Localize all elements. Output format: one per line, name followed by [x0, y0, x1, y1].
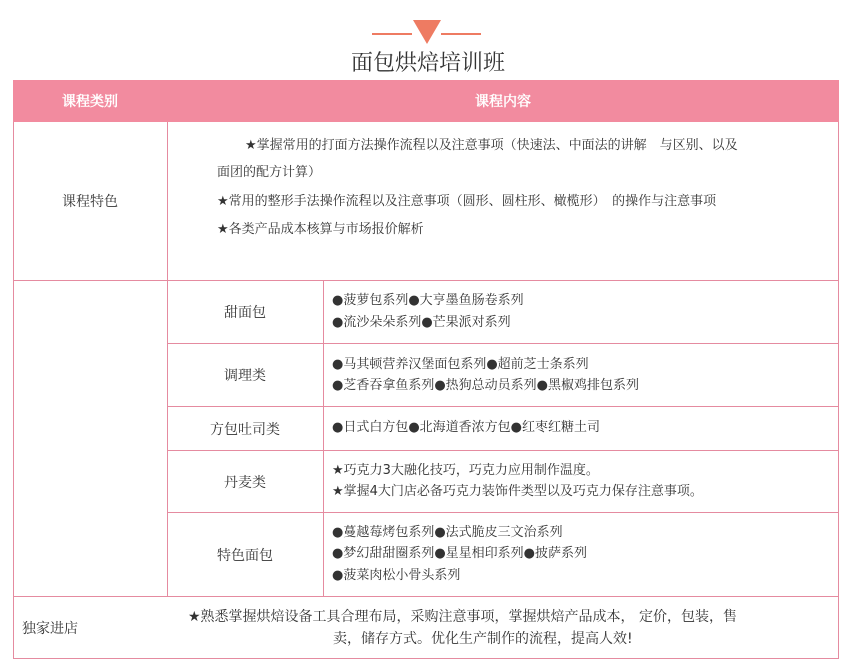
category-name: 特色面包: [217, 547, 273, 564]
features-line: ★常用的整形手法操作流程以及注意事项（圆形、圆柱形、橄榄形） 的操作与注意事项: [217, 194, 717, 209]
category-line: ●流沙朵朵系列●芒果派对系列: [332, 315, 511, 330]
shop-label: 独家进店: [22, 621, 78, 637]
page-title: 面包烘焙培训班: [350, 51, 505, 76]
category-name: 调理类: [224, 368, 266, 384]
category-line: ●芝香吞拿鱼系列●热狗总动员系列●黑椒鸡排包系列: [332, 378, 640, 393]
border-right: [838, 122, 839, 659]
category-line: ★掌握4大门店必备巧克力装饰件类型以及巧克力保存注意事项。: [332, 484, 703, 499]
title-deco-line-right: [441, 33, 481, 35]
border-bottom: [13, 658, 839, 659]
title-deco-line-left: [372, 33, 412, 35]
category-line: ●蔓越莓烤包系列●法式脆皮三文治系列: [332, 525, 563, 540]
category-line: ●马其顿营养汉堡面包系列●超前芝士条系列: [332, 357, 589, 372]
border-row-features: [13, 280, 839, 281]
category-line: ●日式白方包●北海道香浓方包●红枣红糖土司: [332, 420, 601, 435]
border-col2: [323, 281, 324, 596]
category-name: 方包吐司类: [210, 421, 280, 438]
features-label: 课程特色: [62, 194, 118, 210]
category-line: ●菠萝包系列●大亨墨鱼肠卷系列: [332, 293, 524, 308]
border-row-5: [13, 596, 839, 597]
header-category: 课程类别: [13, 80, 167, 122]
features-line: ★掌握常用的打面方法操作流程以及注意事项（快速法、中面法的讲解 与区别、以及: [245, 138, 738, 153]
header-content: 课程内容: [167, 80, 839, 122]
category-line: ★巧克力3大融化技巧，巧克力应用制作温度。: [332, 463, 599, 478]
category-line: ●梦幻甜甜圈系列●星星相印系列●披萨系列: [332, 546, 588, 561]
category-name: 甜面包: [224, 305, 266, 321]
category-name: 丹麦类: [224, 474, 266, 491]
title-deco-triangle-icon: [413, 20, 441, 44]
features-line: ★各类产品成本核算与市场报价解析: [217, 222, 424, 237]
features-line: 面团的配方计算）: [217, 165, 322, 180]
category-line: ●菠菜肉松小骨头系列: [332, 568, 461, 583]
shop-line: 卖，储存方式。优化生产制作的流程，提高人效!: [333, 631, 633, 647]
shop-line: ★熟悉掌握烘焙设备工具合理布局，采购注意事项，掌握烘焙产品成本， 定价，包装，售: [188, 609, 737, 625]
